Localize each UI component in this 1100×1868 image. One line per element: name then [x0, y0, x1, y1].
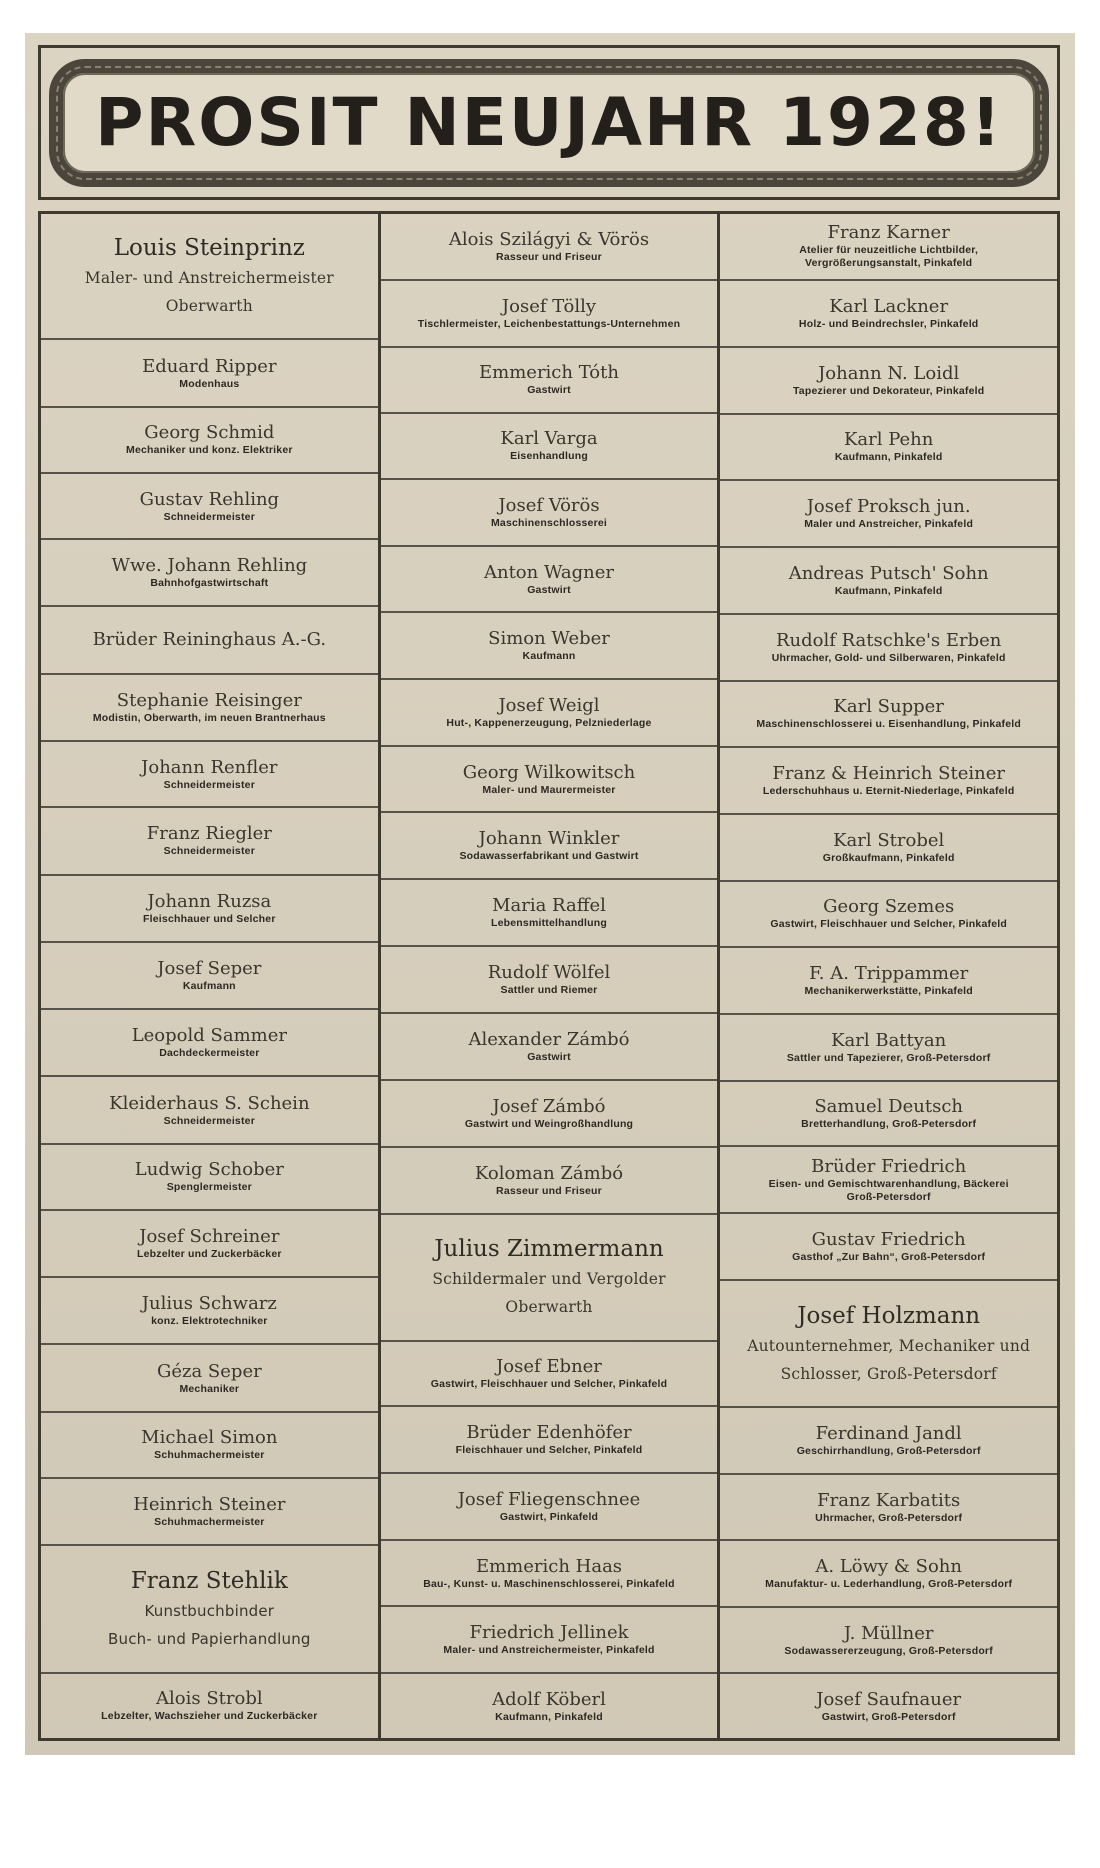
advertiser-name: Alois Szilágyi & Vörös — [448, 228, 650, 250]
advertiser-description: Autounternehmer, Mechaniker und — [747, 1336, 1031, 1355]
advertiser-description: Gastwirt, Fleischhauer und Selcher, Pinkafeld — [770, 918, 1007, 931]
advertiser-entry — [381, 214, 718, 281]
advertiser-description: Bretterhandlung, Groß-Petersdorf — [801, 1118, 977, 1131]
advertiser-description: Kaufmann, Pinkafeld — [834, 451, 943, 464]
advertiser-description: Gastwirt, Pinkafeld — [499, 1511, 599, 1524]
column-2 — [381, 214, 721, 1738]
advertiser-description: Maler- und Maurermeister — [482, 783, 616, 796]
advertiser-name: Michael Simon — [141, 1427, 278, 1449]
advertiser-name: Josef Vörös — [498, 494, 600, 516]
advertiser-entry — [381, 1607, 718, 1674]
advertiser-entry — [720, 1214, 1057, 1281]
advertiser-name: Josef Schreiner — [139, 1226, 280, 1248]
advertiser-description: Schildermaler und Vergolder — [432, 1270, 666, 1289]
advertiser-description: Mechaniker — [179, 1382, 240, 1395]
advertiser-entry — [720, 682, 1057, 748]
advertiser-name: Karl Supper — [833, 696, 944, 718]
advertiser-description: Spenglermeister — [166, 1181, 252, 1194]
advertiser-entry — [720, 1674, 1057, 1738]
advertiser-entry — [381, 281, 718, 348]
advertiser-description: Maler und Anstreicher, Pinkafeld — [804, 517, 974, 530]
advertiser-entry — [720, 748, 1057, 815]
advertiser-name: Josef Weigl — [498, 695, 600, 717]
advertiser-name: Johann Winkler — [478, 828, 620, 850]
advertiser-description: Lederschuhhaus u. Eternit-Niederlage, Pinkafeld — [762, 784, 1015, 797]
advertiser-name: Georg Wilkowitsch — [462, 761, 636, 783]
advertiser-entry — [381, 1674, 718, 1738]
advertiser-entry — [41, 408, 378, 474]
advertiser-description: Maschinenschlosserei u. Eisenhandlung, Pinkafeld — [756, 718, 1021, 731]
advertiser-entry — [720, 1281, 1057, 1408]
advertiser-description: Mechanikerwerkstätte, Pinkafeld — [804, 984, 973, 997]
advertiser-name: Brüder Reininghaus A.-G. — [92, 629, 327, 651]
advertiser-entry — [381, 813, 718, 880]
advertiser-entry — [41, 1211, 378, 1278]
advertiser-name: Karl Pehn — [843, 429, 934, 451]
advertiser-entry — [41, 675, 378, 742]
advertiser-grid — [38, 211, 1060, 1741]
advertiser-name: Anton Wagner — [483, 561, 615, 583]
advertiser-description: Groß-Petersdorf — [846, 1190, 931, 1203]
advertiser-description: Maler- und Anstreichermeister — [84, 269, 334, 288]
advertiser-entry — [41, 607, 378, 674]
advertiser-entry — [381, 747, 718, 813]
advertiser-description: Schneidermeister — [163, 1114, 255, 1127]
advertiser-name: Andreas Putsch' Sohn — [788, 562, 989, 584]
advertiser-entry — [720, 1147, 1057, 1214]
advertiser-name: Josef Ebner — [496, 1356, 602, 1378]
ornamental-border — [49, 59, 1049, 187]
advertiser-name: Kleiderhaus S. Schein — [109, 1092, 310, 1114]
advertiser-name: Franz Karbatits — [817, 1489, 961, 1511]
advertiser-description: Oberwarth — [505, 1298, 593, 1317]
advertiser-description: Bahnhofgastwirtschaft — [150, 577, 269, 590]
advertiser-description: Dachdeckermeister — [159, 1047, 260, 1060]
advertiser-name: Koloman Zámbó — [474, 1162, 624, 1184]
advertiser-description: Gastwirt, Groß-Petersdorf — [821, 1710, 956, 1723]
advertiser-entry — [41, 808, 378, 875]
advertiser-name: Josef Proksch jun. — [806, 495, 971, 517]
advertiser-entry — [381, 1474, 718, 1541]
advertiser-description: Vergrößerungsanstalt, Pinkafeld — [805, 257, 973, 270]
advertiser-entry — [41, 540, 378, 607]
advertiser-entry — [720, 348, 1057, 415]
advertiser-entry — [381, 1148, 718, 1215]
advertiser-name: Simon Weber — [488, 628, 610, 650]
advertiser-name: Wwe. Johann Rehling — [111, 555, 308, 577]
advertiser-entry — [381, 880, 718, 947]
advertiser-description: Atelier für neuzeitliche Lichtbilder, — [799, 244, 979, 257]
advertiser-name: Brüder Friedrich — [811, 1155, 967, 1177]
advertiser-description: Gastwirt und Weingroßhandlung — [464, 1117, 634, 1130]
column-3 — [720, 214, 1057, 1738]
advertiser-entry — [41, 943, 378, 1010]
advertiser-name: Brüder Edenhöfer — [466, 1422, 632, 1444]
advertiser-description: Schneidermeister — [163, 510, 255, 523]
advertiser-entry — [720, 815, 1057, 882]
advertiser-entry — [381, 1342, 718, 1408]
advertiser-entry — [41, 1413, 378, 1479]
advertiser-description: Großkaufmann, Pinkafeld — [822, 851, 955, 864]
advertiser-entry — [720, 281, 1057, 348]
advertiser-name: Franz & Heinrich Steiner — [772, 762, 1005, 784]
advertiser-name: Gustav Rehling — [139, 488, 280, 510]
advertiser-entry — [41, 1010, 378, 1077]
advertiser-name: Johann Ruzsa — [147, 890, 272, 912]
advertiser-description: Tapezierer und Dekorateur, Pinkafeld — [792, 384, 985, 397]
advertiser-entry — [381, 613, 718, 680]
column-1 — [41, 214, 381, 1738]
advertiser-description: Lebensmittelhandlung — [491, 917, 608, 930]
advertiser-name: Franz Stehlik — [130, 1568, 288, 1595]
advertiser-name: Franz Karner — [827, 222, 950, 244]
advertiser-entry — [720, 481, 1057, 548]
advertiser-description: Hut-, Kappenerzeugung, Pelzniederlage — [446, 717, 652, 730]
advertiser-name: Georg Szemes — [823, 896, 955, 918]
advertiser-entry — [41, 1145, 378, 1211]
advertiser-entry — [41, 214, 378, 340]
advertiser-description: Gastwirt, Fleischhauer und Selcher, Pinkafeld — [430, 1378, 668, 1391]
advertiser-entry — [720, 214, 1057, 281]
advertiser-name: Louis Steinprinz — [113, 235, 305, 262]
advertiser-description: konz. Elektrotechniker — [151, 1315, 268, 1328]
advertiser-name: Josef Seper — [157, 957, 262, 979]
advertiser-description: Bau-, Kunst- u. Maschinenschlosserei, Pinkafeld — [423, 1577, 675, 1590]
advertiser-entry — [720, 1408, 1057, 1475]
advertiser-entry — [41, 1546, 378, 1674]
advertiser-name: Emmerich Tóth — [479, 362, 619, 384]
advertiser-entry — [720, 882, 1057, 948]
advertiser-entry — [381, 547, 718, 614]
banner-frame — [38, 45, 1060, 200]
advertiser-description: Gasthof „Zur Bahn“, Groß-Petersdorf — [792, 1251, 986, 1264]
advertiser-description: Modenhaus — [179, 377, 240, 390]
advertiser-description: Rasseur und Friseur — [496, 250, 602, 263]
advertiser-description: Gastwirt — [527, 384, 571, 397]
advertiser-description: Uhrmacher, Gold- und Silberwaren, Pinkafeld — [771, 651, 1006, 664]
advertiser-name: Karl Varga — [500, 428, 598, 450]
advertiser-name: Josef Saufnauer — [816, 1688, 962, 1710]
advertiser-name: Friedrich Jellinek — [469, 1622, 629, 1644]
advertiser-entry — [381, 348, 718, 414]
page-title: PROSIT NEUJAHR 1928! — [95, 84, 1003, 161]
advertiser-name: Josef Fliegenschnee — [457, 1489, 641, 1511]
advertiser-description: Sodawasserfabrikant und Gastwirt — [459, 850, 639, 863]
advertiser-description: Kaufmann — [182, 979, 236, 992]
advertiser-name: Karl Lackner — [829, 295, 949, 317]
advertiser-description: Gastwirt — [527, 583, 571, 596]
advertiser-description: Schuhmachermeister — [154, 1449, 265, 1462]
advertiser-description: Eisenhandlung — [510, 450, 588, 463]
advertiser-description: Sattler und Riemer — [500, 984, 598, 997]
advertiser-entry — [720, 1475, 1057, 1541]
newspaper-page — [25, 33, 1075, 1755]
advertiser-name: Johann N. Loidl — [818, 362, 960, 384]
advertiser-description: Mechaniker und konz. Elektriker — [126, 444, 293, 457]
advertiser-name: Georg Schmid — [144, 422, 275, 444]
advertiser-name: Rudolf Wölfel — [487, 962, 611, 984]
advertiser-description: Manufaktur- u. Lederhandlung, Groß-Petersdorf — [765, 1578, 1013, 1591]
advertiser-description: Oberwarth — [165, 297, 253, 316]
advertiser-name: Josef Holzmann — [797, 1302, 981, 1329]
advertiser-name: Stephanie Reisinger — [116, 689, 302, 711]
advertiser-entry — [720, 548, 1057, 615]
advertiser-entry — [41, 742, 378, 808]
advertiser-description: Kaufmann, Pinkafeld — [495, 1710, 603, 1723]
advertiser-name: J. Müllner — [843, 1622, 934, 1644]
advertiser-entry — [41, 340, 378, 407]
advertiser-name: Karl Strobel — [833, 829, 945, 851]
advertiser-name: Johann Renfler — [141, 756, 278, 778]
advertiser-name: Eduard Ripper — [142, 355, 277, 377]
advertiser-description: Uhrmacher, Groß-Petersdorf — [815, 1511, 963, 1524]
advertiser-name: F. A. Trippammer — [809, 962, 969, 984]
advertiser-name: Josef Tölly — [501, 295, 597, 317]
advertiser-entry — [41, 474, 378, 540]
advertiser-description: Sodawassererzeugung, Groß-Petersdorf — [784, 1644, 993, 1657]
advertiser-entry — [720, 1608, 1057, 1674]
advertiser-name: Karl Battyan — [831, 1029, 947, 1051]
advertiser-entry — [41, 1077, 378, 1144]
advertiser-name: Maria Raffel — [492, 895, 606, 917]
advertiser-entry — [381, 1014, 718, 1081]
advertiser-description: Schuhmachermeister — [154, 1516, 265, 1529]
advertiser-description: Fleischhauer und Selcher, Pinkafeld — [455, 1444, 643, 1457]
advertiser-entry — [381, 947, 718, 1014]
advertiser-entry — [41, 1345, 378, 1412]
advertiser-description: Sattler und Tapezierer, Groß-Petersdorf — [786, 1051, 991, 1064]
advertiser-description: Geschirrhandlung, Groß-Petersdorf — [796, 1445, 981, 1458]
advertiser-name: Samuel Deutsch — [814, 1096, 964, 1118]
advertiser-description: Kaufmann — [522, 650, 576, 663]
advertiser-name: Gustav Friedrich — [811, 1229, 966, 1251]
advertiser-entry — [381, 1541, 718, 1607]
advertiser-description: Rasseur und Friseur — [496, 1184, 602, 1197]
advertiser-description: Holz- und Beindrechsler, Pinkafeld — [798, 317, 979, 330]
advertiser-entry — [720, 615, 1057, 682]
advertiser-description: Kunstbuchbinder — [144, 1602, 275, 1621]
advertiser-description: Gastwirt — [527, 1050, 571, 1063]
advertiser-description: Tischlermeister, Leichenbestattungs-Unternehmen — [417, 317, 681, 330]
advertiser-name: Julius Zimmermann — [434, 1236, 664, 1263]
advertiser-description: Fleischhauer und Selcher — [143, 912, 276, 925]
advertiser-description: Eisen- und Gemischtwarenhandlung, Bäckerei — [768, 1177, 1009, 1190]
advertiser-description: Modistin, Oberwarth, im neuen Brantnerhaus — [92, 711, 326, 724]
advertiser-description: Schneidermeister — [163, 778, 255, 791]
advertiser-entry — [381, 414, 718, 480]
advertiser-entry — [381, 480, 718, 547]
advertiser-entry — [381, 680, 718, 747]
advertiser-name: Heinrich Steiner — [133, 1494, 286, 1516]
advertiser-entry — [381, 1081, 718, 1148]
advertiser-name: A. Löwy & Sohn — [815, 1556, 962, 1578]
advertiser-description: Buch- und Papierhandlung — [108, 1630, 311, 1649]
advertiser-name: Géza Seper — [156, 1360, 262, 1382]
advertiser-name: Ferdinand Jandl — [815, 1423, 962, 1445]
advertiser-name: Adolf Köberl — [492, 1688, 606, 1710]
advertiser-name: Alois Strobl — [156, 1688, 263, 1710]
advertiser-description: Lebzelter, Wachszieher und Zuckerbäcker — [101, 1710, 318, 1723]
advertiser-name: Leopold Sammer — [131, 1025, 287, 1047]
advertiser-entry — [720, 1015, 1057, 1082]
advertiser-description: Kaufmann, Pinkafeld — [834, 584, 943, 597]
advertiser-description: Lebzelter und Zuckerbäcker — [137, 1248, 282, 1261]
advertiser-entry — [41, 1479, 378, 1546]
advertiser-entry — [720, 948, 1057, 1015]
advertiser-entry — [41, 1674, 378, 1738]
advertiser-name: Josef Zámbó — [492, 1095, 606, 1117]
advertiser-description: Maschinenschlosserei — [490, 516, 608, 529]
advertiser-description: Schneidermeister — [163, 845, 255, 858]
advertiser-entry — [720, 1541, 1057, 1608]
advertiser-description: Schlosser, Groß-Petersdorf — [780, 1364, 997, 1383]
advertiser-name: Julius Schwarz — [141, 1293, 277, 1315]
advertiser-description: Maler- und Anstreichermeister, Pinkafeld — [443, 1644, 655, 1657]
advertiser-name: Franz Riegler — [146, 823, 272, 845]
advertiser-name: Ludwig Schober — [134, 1159, 284, 1181]
advertiser-entry — [381, 1407, 718, 1474]
advertiser-entry — [381, 1215, 718, 1342]
advertiser-name: Emmerich Haas — [475, 1555, 623, 1577]
advertiser-name: Alexander Zámbó — [468, 1028, 630, 1050]
advertiser-entry — [41, 876, 378, 943]
advertiser-entry — [720, 1082, 1057, 1148]
advertiser-entry — [720, 415, 1057, 481]
advertiser-entry — [41, 1278, 378, 1345]
advertiser-name: Rudolf Ratschke's Erben — [775, 629, 1002, 651]
